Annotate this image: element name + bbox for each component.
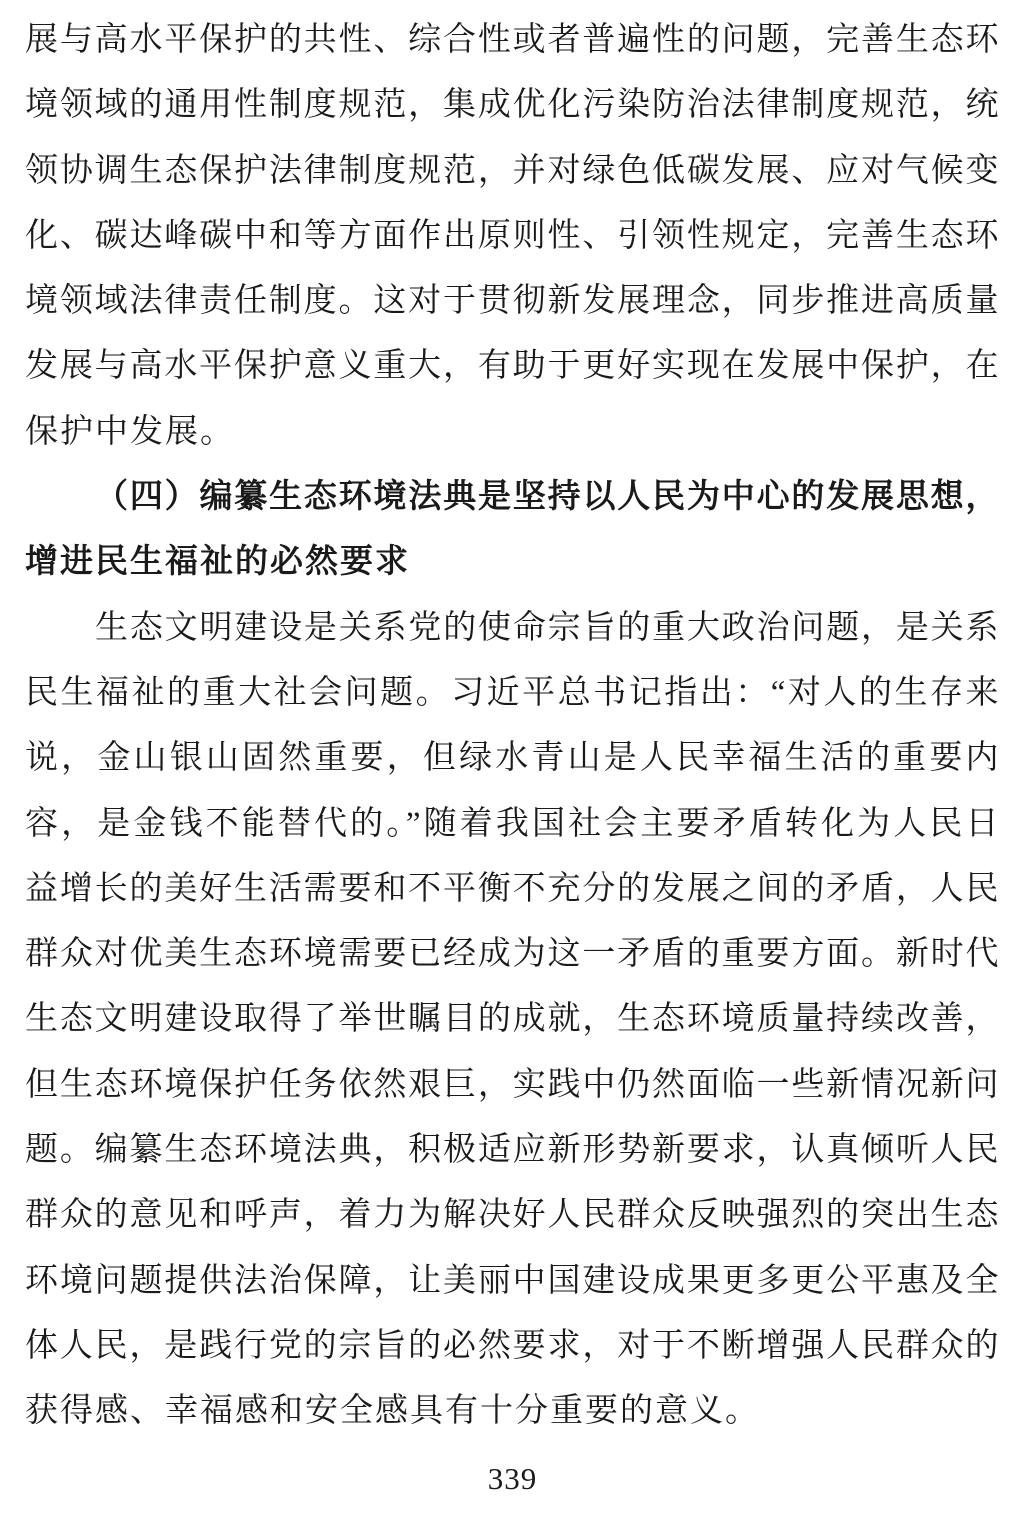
body-text-line: 领协调生态保护法律制度规范，并对绿色低碳发展、应对气候变 [25,152,1000,189]
body-text-line: 展与高水平保护的共性、综合性或者普遍性的问题，完善生态环 [25,22,1000,58]
section-4-heading-line: 增进民生福祉的必然要求 [25,544,410,581]
section-4-heading-line: （四）编纂生态环境法典是坚持以人民为中心的发展思想， [95,479,1000,516]
body-text-line: 生态文明建设取得了举世瞩目的成就，生态环境质量持续改善， [25,1001,1000,1038]
body-text-line: 境领域法律责任制度。这对于贯彻新发展理念，同步推进高质量 [25,283,1000,320]
body-text-line: 保护中发展。 [25,413,235,450]
body-text-line: 群众的意见和呼声，着力为解决好人民群众反映强烈的突出生态 [25,1197,1000,1234]
body-text-line: 容，是金钱不能替代的。”随着我国社会主要矛盾转化为人民日 [25,805,1000,842]
text-block [25,8,1000,1445]
body-text-line: 体人民，是践行党的宗旨的必然要求，对于不断增强人民群众的 [25,1327,1000,1364]
body-text-line: 题。编纂生态环境法典，积极适应新形势新要求，认真倾听人民 [25,1132,1000,1169]
body-text-line: 民生福祉的重大社会问题。习近平总书记指出：“对人的生存来 [25,674,1000,711]
body-text-line: 化、碳达峰碳中和等方面作出原则性、引领性规定，完善生态环 [25,217,1000,254]
body-text-line: 获得感、幸福感和安全感具有十分重要的意义。 [25,1393,760,1430]
page-number: 339 [487,1460,538,1496]
body-text-line: 说，金山银山固然重要，但绿水青山是人民幸福生活的重要内 [25,740,1000,777]
body-text-line: 但生态环境保护任务依然艰巨，实践中仍然面临一些新情况新问 [25,1066,1000,1103]
body-text-line: 益增长的美好生活需要和不平衡不充分的发展之间的矛盾，人民 [25,870,1000,907]
body-text-line: 环境问题提供法治保障，让美丽中国建设成果更多更公平惠及全 [25,1262,1000,1299]
body-text-line: 生态文明建设是关系党的使命宗旨的重大政治问题，是关系 [95,609,1000,646]
body-text-line: 群众对优美生态环境需要已经成为这一矛盾的重要方面。新时代 [25,936,1000,973]
body-text-line: 境领域的通用性制度规范，集成优化污染防治法律制度规范，统 [25,87,1000,124]
body-text-line: 发展与高水平保护意义重大，有助于更好实现在发展中保护，在 [25,348,1000,385]
